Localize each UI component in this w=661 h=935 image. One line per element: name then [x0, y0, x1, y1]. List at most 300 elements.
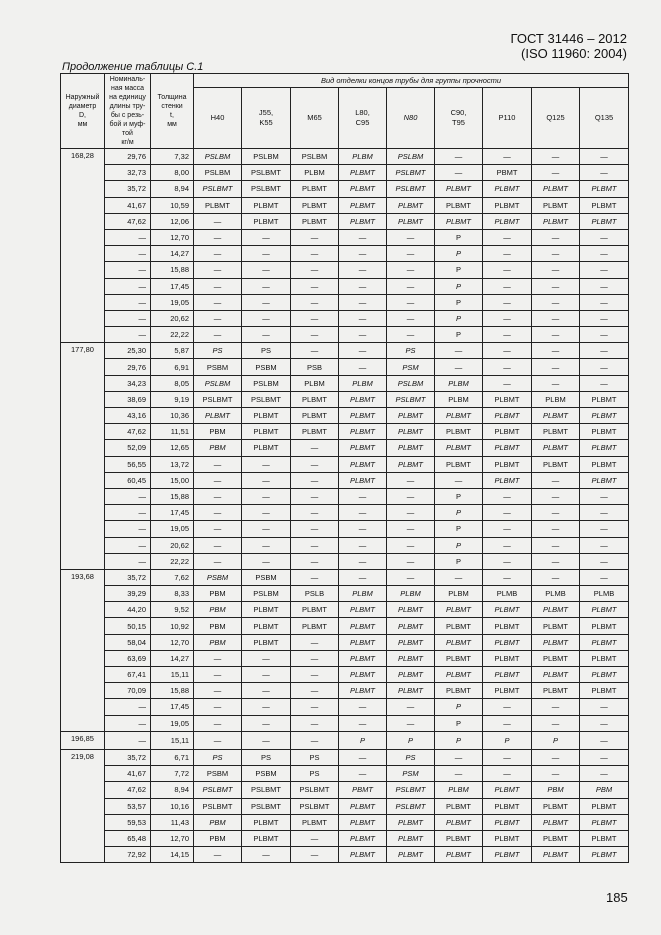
- finish-cell: —: [532, 375, 580, 391]
- mass-cell: —: [105, 229, 151, 245]
- grade-header-line: T95: [452, 118, 465, 127]
- finish-cell: —: [291, 569, 339, 585]
- finish-cell: PLBMT: [435, 814, 483, 830]
- finish-cell: PLBMT: [339, 830, 387, 846]
- finish-cell: —: [580, 699, 629, 715]
- finish-cell: —: [483, 715, 532, 731]
- table-row: [61, 683, 629, 699]
- finish-cell: —: [483, 310, 532, 326]
- finish-cell: PLBMT: [580, 440, 629, 456]
- grade-header-line: P110: [498, 113, 516, 122]
- wall-header-line: мм: [167, 121, 177, 128]
- finish-cell: —: [532, 537, 580, 553]
- finish-cell: —: [291, 683, 339, 699]
- finish-cell: —: [580, 488, 629, 504]
- diameter-header: [61, 74, 105, 149]
- finish-cell: —: [580, 375, 629, 391]
- finish-cell: PLBMT: [387, 847, 435, 863]
- finish-cell: —: [291, 521, 339, 537]
- document-header: [511, 31, 627, 61]
- finish-cell: PSLBMT: [387, 798, 435, 814]
- finish-cell: —: [242, 667, 291, 683]
- finish-cell: —: [387, 537, 435, 553]
- wall-cell: 8,05: [151, 375, 194, 391]
- mass-cell: 35,72: [105, 569, 151, 585]
- finish-cell: —: [194, 472, 242, 488]
- finish-cell: PLBMT: [483, 847, 532, 863]
- mass-cell: 65,48: [105, 830, 151, 846]
- finish-cell: PLBMT: [532, 181, 580, 197]
- finish-cell: PLBMT: [387, 213, 435, 229]
- mass-cell: —: [105, 537, 151, 553]
- finish-cell: PLBMT: [339, 181, 387, 197]
- mass-cell: —: [105, 262, 151, 278]
- finish-cell: PLBMT: [387, 814, 435, 830]
- standard-number: ГОСТ 31446 – 2012: [510, 31, 627, 46]
- grade-header: [580, 88, 629, 149]
- mass-cell: 29,76: [105, 149, 151, 165]
- mass-header-line: кг/м: [121, 139, 134, 146]
- finish-cell: —: [194, 246, 242, 262]
- grade-header-line: M65: [307, 113, 322, 122]
- finish-cell: —: [532, 766, 580, 782]
- wall-cell: 10,16: [151, 798, 194, 814]
- finish-cell: PLBMT: [387, 683, 435, 699]
- table-row: [61, 278, 629, 294]
- finish-cell: PBMT: [339, 782, 387, 798]
- finish-cell: —: [532, 165, 580, 181]
- finish-cell: PSLBMT: [194, 782, 242, 798]
- finish-cell: PLBMT: [435, 683, 483, 699]
- finish-cell: PSLBMT: [242, 165, 291, 181]
- wall-cell: 14,27: [151, 650, 194, 666]
- table-row: [61, 749, 629, 765]
- finish-cell: PSLBMT: [242, 181, 291, 197]
- finish-cell: PSLBM: [194, 149, 242, 165]
- finish-cell: —: [291, 294, 339, 310]
- finish-cell: PLBMT: [532, 602, 580, 618]
- finish-cell: PLBMT: [435, 650, 483, 666]
- mass-header: [105, 74, 151, 149]
- finish-cell: —: [291, 731, 339, 749]
- finish-cell: PLBMT: [387, 618, 435, 634]
- finish-cell: PSLBM: [291, 149, 339, 165]
- wall-cell: 12,70: [151, 634, 194, 650]
- table-row: [61, 246, 629, 262]
- finish-cell: PLBMT: [483, 683, 532, 699]
- finish-cell: P: [435, 488, 483, 504]
- finish-cell: PLMB: [532, 586, 580, 602]
- wall-cell: 7,32: [151, 149, 194, 165]
- finish-cell: —: [242, 327, 291, 343]
- finish-cell: PLBM: [291, 375, 339, 391]
- finish-cell: —: [483, 229, 532, 245]
- finish-cell: —: [339, 294, 387, 310]
- finish-cell: PLBMT: [291, 408, 339, 424]
- finish-cell: PLBMT: [435, 667, 483, 683]
- finish-cell: PLBMT: [242, 634, 291, 650]
- finish-cell: P: [435, 327, 483, 343]
- finish-cell: —: [435, 766, 483, 782]
- finish-cell: PLBMT: [291, 618, 339, 634]
- finish-cell: PLBMT: [483, 650, 532, 666]
- mass-cell: —: [105, 278, 151, 294]
- finish-cell: PLBMT: [483, 634, 532, 650]
- mass-cell: —: [105, 521, 151, 537]
- diameter-cell: 168,28: [61, 149, 105, 343]
- finish-cell: —: [580, 294, 629, 310]
- finish-cell: —: [483, 149, 532, 165]
- finish-cell: PLBMT: [194, 408, 242, 424]
- finish-cell: PSBM: [242, 569, 291, 585]
- finish-cell: PLBMT: [339, 472, 387, 488]
- finish-cell: PLBMT: [339, 814, 387, 830]
- finish-cell: PLBMT: [387, 440, 435, 456]
- finish-cell: PS: [387, 343, 435, 359]
- finish-cell: —: [194, 521, 242, 537]
- table-row: [61, 456, 629, 472]
- finish-cell: P: [387, 731, 435, 749]
- finish-cell: PBM: [532, 782, 580, 798]
- wall-cell: 11,43: [151, 814, 194, 830]
- finish-cell: PLBMT: [435, 408, 483, 424]
- finish-cell: —: [387, 294, 435, 310]
- wall-cell: 10,92: [151, 618, 194, 634]
- wall-cell: 9,52: [151, 602, 194, 618]
- wall-cell: 12,06: [151, 213, 194, 229]
- finish-cell: —: [387, 569, 435, 585]
- mass-cell: 32,73: [105, 165, 151, 181]
- finish-cell: PLBMT: [291, 181, 339, 197]
- finish-cell: —: [580, 553, 629, 569]
- wall-cell: 7,62: [151, 569, 194, 585]
- finish-cell: —: [339, 521, 387, 537]
- finish-cell: —: [291, 505, 339, 521]
- finish-cell: —: [387, 278, 435, 294]
- mass-header-line: длины тру-: [109, 103, 146, 110]
- wall-cell: 15,88: [151, 683, 194, 699]
- finish-cell: —: [483, 327, 532, 343]
- mass-header-line: бы с резь-: [110, 112, 145, 119]
- finish-cell: —: [242, 699, 291, 715]
- finish-cell: PSLBMT: [194, 798, 242, 814]
- table-row: [61, 294, 629, 310]
- finish-cell: PLBMT: [387, 634, 435, 650]
- finish-cell: PLBMT: [483, 391, 532, 407]
- finish-cell: —: [580, 521, 629, 537]
- finish-cell: —: [242, 456, 291, 472]
- finish-cell: —: [194, 537, 242, 553]
- finish-cell: PLBMT: [483, 814, 532, 830]
- finish-cell: —: [242, 650, 291, 666]
- table-row: [61, 359, 629, 375]
- finish-cell: PSLBMT: [242, 391, 291, 407]
- wall-cell: 17,45: [151, 278, 194, 294]
- finish-cell: —: [532, 359, 580, 375]
- wall-cell: 15,00: [151, 472, 194, 488]
- finish-cell: —: [483, 505, 532, 521]
- finish-cell: PLBMT: [483, 472, 532, 488]
- finish-cell: PLBMT: [339, 650, 387, 666]
- finish-cell: PLBM: [435, 375, 483, 391]
- finish-cell: PLBMT: [242, 213, 291, 229]
- finish-cell: PLBMT: [483, 667, 532, 683]
- finish-cell: —: [532, 327, 580, 343]
- mass-cell: —: [105, 715, 151, 731]
- finish-cell: —: [291, 456, 339, 472]
- finish-cell: —: [387, 310, 435, 326]
- table-row: [61, 847, 629, 863]
- mass-cell: 47,62: [105, 782, 151, 798]
- page-number: 185: [606, 890, 628, 905]
- wall-cell: 22,22: [151, 553, 194, 569]
- finish-cell: —: [483, 246, 532, 262]
- finish-cell: —: [580, 327, 629, 343]
- finish-cell: —: [532, 229, 580, 245]
- table-row: [61, 424, 629, 440]
- grade-header-line: C95: [355, 118, 370, 127]
- grade-header: [483, 88, 532, 149]
- finish-cell: —: [291, 699, 339, 715]
- finish-cell: —: [242, 294, 291, 310]
- mass-cell: 44,20: [105, 602, 151, 618]
- table-row: [61, 197, 629, 213]
- finish-cell: PLBM: [339, 149, 387, 165]
- finish-cell: —: [532, 699, 580, 715]
- table-row: [61, 408, 629, 424]
- wall-cell: 13,72: [151, 456, 194, 472]
- finish-cell: —: [242, 731, 291, 749]
- finish-cell: PSLBM: [194, 375, 242, 391]
- finish-cell: —: [194, 229, 242, 245]
- grade-header-line: N80: [403, 113, 418, 122]
- finish-cell: PLBMT: [387, 650, 435, 666]
- mass-header-line: ная масса: [110, 85, 145, 92]
- mass-header-line: на единицу: [109, 94, 146, 101]
- finish-cell: PS: [387, 749, 435, 765]
- finish-cell: —: [580, 766, 629, 782]
- table-row: [61, 165, 629, 181]
- table-row: [61, 830, 629, 846]
- finish-cell: —: [242, 847, 291, 863]
- finish-cell: PLBMT: [532, 440, 580, 456]
- table-row: [61, 618, 629, 634]
- finish-cell: —: [483, 488, 532, 504]
- mass-cell: 25,30: [105, 343, 151, 359]
- finish-cell: —: [242, 262, 291, 278]
- finish-cell: —: [532, 310, 580, 326]
- grade-header-line: H40: [210, 113, 225, 122]
- diameter-cell: 193,68: [61, 569, 105, 731]
- grade-header: [339, 88, 387, 149]
- finish-cell: PLBMT: [291, 814, 339, 830]
- finish-cell: —: [339, 569, 387, 585]
- finish-cell: —: [483, 359, 532, 375]
- finish-cell: —: [532, 505, 580, 521]
- finish-cell: PLBMT: [580, 667, 629, 683]
- table-row: [61, 699, 629, 715]
- finish-cell: P: [435, 278, 483, 294]
- table-row: [61, 814, 629, 830]
- wall-cell: 10,59: [151, 197, 194, 213]
- finish-cell: P: [435, 294, 483, 310]
- finish-cell: PLBMT: [339, 424, 387, 440]
- wall-cell: 15,11: [151, 667, 194, 683]
- finish-cell: —: [291, 537, 339, 553]
- finish-cell: PLBMT: [387, 456, 435, 472]
- finish-cell: —: [387, 553, 435, 569]
- finish-cell: PS: [194, 343, 242, 359]
- finish-cell: —: [580, 310, 629, 326]
- finish-cell: —: [194, 847, 242, 863]
- finish-cell: PS: [291, 766, 339, 782]
- finish-cell: PLBMT: [532, 213, 580, 229]
- finish-cell: —: [483, 278, 532, 294]
- finish-cell: PLBMT: [387, 602, 435, 618]
- finish-cell: —: [387, 521, 435, 537]
- wall-header-line: стенки: [161, 103, 183, 110]
- finish-cell: —: [339, 488, 387, 504]
- finish-cell: PLBMT: [483, 456, 532, 472]
- finish-cell: PLBMT: [580, 424, 629, 440]
- finish-cell: —: [194, 278, 242, 294]
- finish-cell: PLBMT: [483, 618, 532, 634]
- mass-cell: 60,45: [105, 472, 151, 488]
- finish-cell: —: [387, 262, 435, 278]
- finish-cell: PLBMT: [580, 814, 629, 830]
- finish-cell: —: [242, 472, 291, 488]
- finish-cell: PSBM: [242, 359, 291, 375]
- finish-cell: —: [580, 343, 629, 359]
- wall-cell: 12,70: [151, 830, 194, 846]
- mass-cell: 59,53: [105, 814, 151, 830]
- table-row: [61, 715, 629, 731]
- mass-cell: 35,72: [105, 749, 151, 765]
- finish-cell: PLBMT: [339, 618, 387, 634]
- finish-cell: —: [483, 375, 532, 391]
- finish-cell: —: [291, 343, 339, 359]
- mass-cell: 70,09: [105, 683, 151, 699]
- finish-cell: PLBMT: [339, 391, 387, 407]
- finish-cell: PLBMT: [194, 197, 242, 213]
- grade-header-line: L80,: [355, 108, 370, 117]
- table-row: [61, 569, 629, 585]
- wall-cell: 11,51: [151, 424, 194, 440]
- wall-cell: 15,11: [151, 731, 194, 749]
- finish-cell: —: [339, 327, 387, 343]
- finish-cell: —: [532, 472, 580, 488]
- mass-cell: —: [105, 327, 151, 343]
- mass-cell: 52,09: [105, 440, 151, 456]
- table-row: [61, 505, 629, 521]
- finish-cell: —: [483, 537, 532, 553]
- finish-cell: —: [532, 262, 580, 278]
- wall-cell: 12,70: [151, 229, 194, 245]
- finish-cell: PLBMT: [580, 197, 629, 213]
- finish-cell: —: [532, 553, 580, 569]
- finish-cell: —: [339, 766, 387, 782]
- table-row: [61, 472, 629, 488]
- finish-cell: PSLBMT: [387, 782, 435, 798]
- finish-cell: PLBMT: [387, 830, 435, 846]
- finish-cell: —: [194, 505, 242, 521]
- grade-header: [435, 88, 483, 149]
- mass-cell: 47,62: [105, 213, 151, 229]
- finish-cell: PS: [242, 343, 291, 359]
- finish-cell: —: [242, 278, 291, 294]
- finish-cell: —: [339, 699, 387, 715]
- finish-cell: PSLBMT: [291, 798, 339, 814]
- table-row: [61, 229, 629, 245]
- mass-header-line: Номиналь-: [109, 76, 146, 83]
- finish-cell: PLBMT: [339, 683, 387, 699]
- table-row: [61, 149, 629, 165]
- mass-cell: 29,76: [105, 359, 151, 375]
- mass-cell: 39,29: [105, 586, 151, 602]
- table-row: [61, 310, 629, 326]
- wall-cell: 9,19: [151, 391, 194, 407]
- mass-cell: 50,15: [105, 618, 151, 634]
- wall-cell: 10,36: [151, 408, 194, 424]
- finish-cell: —: [194, 262, 242, 278]
- wall-cell: 6,91: [151, 359, 194, 375]
- finish-cell: —: [532, 521, 580, 537]
- finish-cell: —: [194, 715, 242, 731]
- finish-cell: P: [435, 246, 483, 262]
- finish-cell: —: [580, 731, 629, 749]
- grade-header-line: Q135: [594, 113, 614, 122]
- finish-cell: —: [387, 327, 435, 343]
- finish-cell: —: [580, 749, 629, 765]
- finish-cell: —: [483, 699, 532, 715]
- wall-cell: 8,94: [151, 782, 194, 798]
- wall-cell: 8,33: [151, 586, 194, 602]
- finish-cell: PLBMT: [580, 650, 629, 666]
- finish-cell: PSLBMT: [194, 391, 242, 407]
- finish-cell: P: [435, 699, 483, 715]
- diameter-header-line: D,: [79, 112, 86, 119]
- finish-cell: —: [291, 667, 339, 683]
- mass-cell: 53,57: [105, 798, 151, 814]
- finish-cell: PLBMT: [339, 197, 387, 213]
- finish-cell: —: [387, 488, 435, 504]
- finish-cell: PBM: [194, 424, 242, 440]
- finish-cell: —: [194, 327, 242, 343]
- mass-cell: 67,41: [105, 667, 151, 683]
- finish-cell: —: [339, 262, 387, 278]
- finish-cell: PLBMT: [580, 683, 629, 699]
- finish-cell: —: [435, 472, 483, 488]
- finish-cell: —: [291, 310, 339, 326]
- finish-cell: PLBMT: [242, 424, 291, 440]
- finish-cell: —: [532, 749, 580, 765]
- finish-cell: PLBMT: [532, 197, 580, 213]
- finish-cell: —: [435, 359, 483, 375]
- finish-cell: PSBM: [194, 359, 242, 375]
- finish-cell: PLBMT: [435, 213, 483, 229]
- finish-cell: —: [339, 553, 387, 569]
- mass-cell: 35,72: [105, 181, 151, 197]
- finish-cell: PLBMT: [532, 798, 580, 814]
- finish-cell: PLBMT: [483, 213, 532, 229]
- finish-cell: PBM: [194, 830, 242, 846]
- finish-cell: PLBMT: [532, 667, 580, 683]
- grade-header-line: K55: [259, 118, 273, 127]
- mass-cell: 56,55: [105, 456, 151, 472]
- diameter-header-line: мм: [77, 121, 88, 128]
- finish-cell: PLBMT: [387, 667, 435, 683]
- finish-cell: PLBM: [435, 391, 483, 407]
